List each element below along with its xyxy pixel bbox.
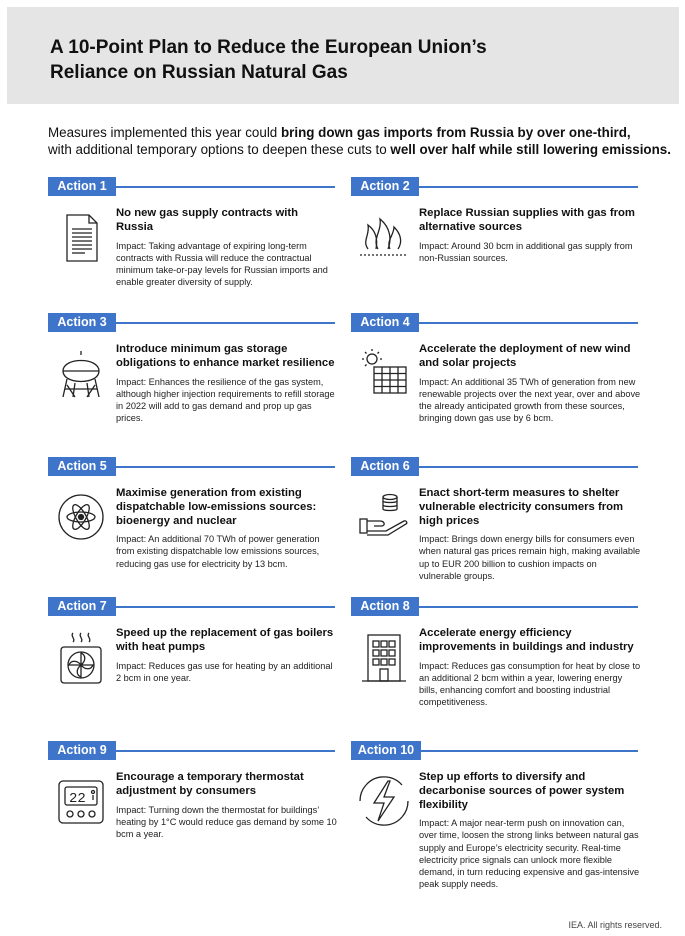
action-tag: Action 4 [351, 313, 419, 332]
atom-icon [53, 489, 109, 545]
action-tag: Action 9 [48, 741, 116, 760]
action-impact: Impact: Around 30 bcm in additional gas supply from non-Russian sources. [419, 240, 633, 263]
action-impact: Impact: An additional 35 TWh of generation from new renewable projects over the next year, over and above the already anticipated growth from these sources, bringing down gas use by 6 bcm. [419, 376, 641, 423]
action-title-text: Maximise generation from existing dispatchable low-emissions sources: bioenergy and nuclear [116, 487, 317, 527]
gas-flame-icon [356, 209, 412, 265]
action-impact: Impact: Reduces gas use for heating by an additional 2 bcm in one year. [116, 660, 333, 683]
action-tag: Action 3 [48, 313, 116, 332]
action-title-text: Introduce minimum gas storage obligations to enhance market resilience [116, 343, 335, 369]
action-impact: Impact: An additional 70 TWh of power generation from existing dispatchable low emissions sources, reducing gas use for electricity by 13 bcm. [116, 534, 320, 569]
action-tag: Action 6 [351, 457, 419, 476]
action-impact: Impact: Turning down the thermostat for buildings’ heating by 1°C would reduce gas demand by some 10 bcm a year. [116, 804, 337, 839]
action-tag: Action 5 [48, 457, 116, 476]
hand-coins-icon [356, 489, 412, 545]
intro-paragraph [48, 124, 678, 158]
intro-bold-1: bring down gas imports from Russia by over one-third, [280, 125, 631, 140]
copyright-footer: IEA. All rights reserved. [568, 920, 662, 930]
action-title-text: Enact short-term measures to shelter vulnerable electricity consumers from high prices [419, 487, 624, 527]
action-tag: Action 10 [351, 741, 421, 760]
action-title-text: Accelerate energy efficiency improvements in buildings and industry [419, 627, 634, 653]
action-title [419, 207, 641, 264]
divider [116, 322, 335, 324]
action-title-text: Step up efforts to diversify and decarbonise sources of power system flexibility [419, 771, 625, 811]
action-title [419, 627, 641, 708]
action-title-text: Speed up the replacement of gas boilers with heat pumps [116, 627, 334, 653]
action-tag: Action 7 [48, 597, 116, 616]
divider [116, 466, 335, 468]
action-title [116, 771, 338, 840]
action-title [116, 343, 338, 424]
action-tag: Action 2 [351, 177, 419, 196]
title-line-2: Reliance on Russian Natural Gas [50, 62, 348, 83]
action-title [419, 487, 641, 582]
header-banner [7, 7, 679, 104]
intro-text-2: with additional temporary options to deepen these cuts to [48, 142, 391, 157]
divider [116, 750, 335, 752]
divider [419, 322, 638, 324]
intro-bold-2: well over half while still lowering emissions. [390, 142, 671, 157]
action-title [116, 627, 338, 684]
action-tag: Action 8 [351, 597, 419, 616]
action-title-text: No new gas supply contracts with Russia [116, 207, 299, 233]
action-title [116, 487, 338, 570]
divider [116, 606, 335, 608]
heat-pump-icon [53, 629, 109, 685]
building-icon [356, 629, 412, 685]
divider [116, 186, 335, 188]
lightning-bolt-icon [356, 773, 412, 829]
storage-tank-icon [53, 345, 109, 401]
action-impact: Impact: A major near-term push on innovation can, over time, loosen the strong links between natural gas supply and Europe’s electricity security. Real-time electricity price signals can unlock more flexible demand, in turn reducing expensive and gas-intensive peak supply needs. [419, 818, 640, 889]
action-title-text: Replace Russian supplies with gas from alternative sources [419, 207, 635, 233]
action-impact: Impact: Brings down energy bills for consumers even when natural gas prices remain high, making available up to EUR 200 billion to cushion impacts on vulnerable groups. [419, 534, 641, 581]
action-title-text: Encourage a temporary thermostat adjustment by consumers [116, 771, 304, 797]
contract-document-icon [53, 209, 109, 265]
action-tag: Action 1 [48, 177, 116, 196]
title-line-1: A 10-Point Plan to Reduce the European Union’s [50, 37, 487, 58]
action-impact: Impact: Taking advantage of expiring long-term contracts with Russia will reduce the contractual minimum take-or-pay levels for Russian imports and enable greater diversity of supply. [116, 240, 328, 287]
thermostat-icon [53, 773, 109, 829]
divider [419, 466, 638, 468]
action-title [419, 343, 641, 424]
divider [419, 186, 638, 188]
intro-text-1: Measures implemented this year could [48, 125, 281, 140]
page-title [50, 35, 610, 85]
action-impact: Impact: Reduces gas consumption for heat by close to an additional 2 bcm within a year, lowering energy bills, enhancing comfort and boosting industrial competitiveness. [419, 660, 641, 707]
action-impact: Impact: Enhances the resilience of the gas system, although higher injection requirements to refill storage in 2022 will add to gas demand and prop up gas prices. [116, 376, 335, 423]
action-title [419, 771, 641, 890]
action-title-text: Accelerate the deployment of new wind and solar projects [419, 343, 631, 369]
action-title [116, 207, 338, 288]
divider [419, 606, 638, 608]
divider [421, 750, 638, 752]
solar-panel-icon [356, 345, 412, 401]
thermostat-display: 22 [69, 791, 86, 807]
